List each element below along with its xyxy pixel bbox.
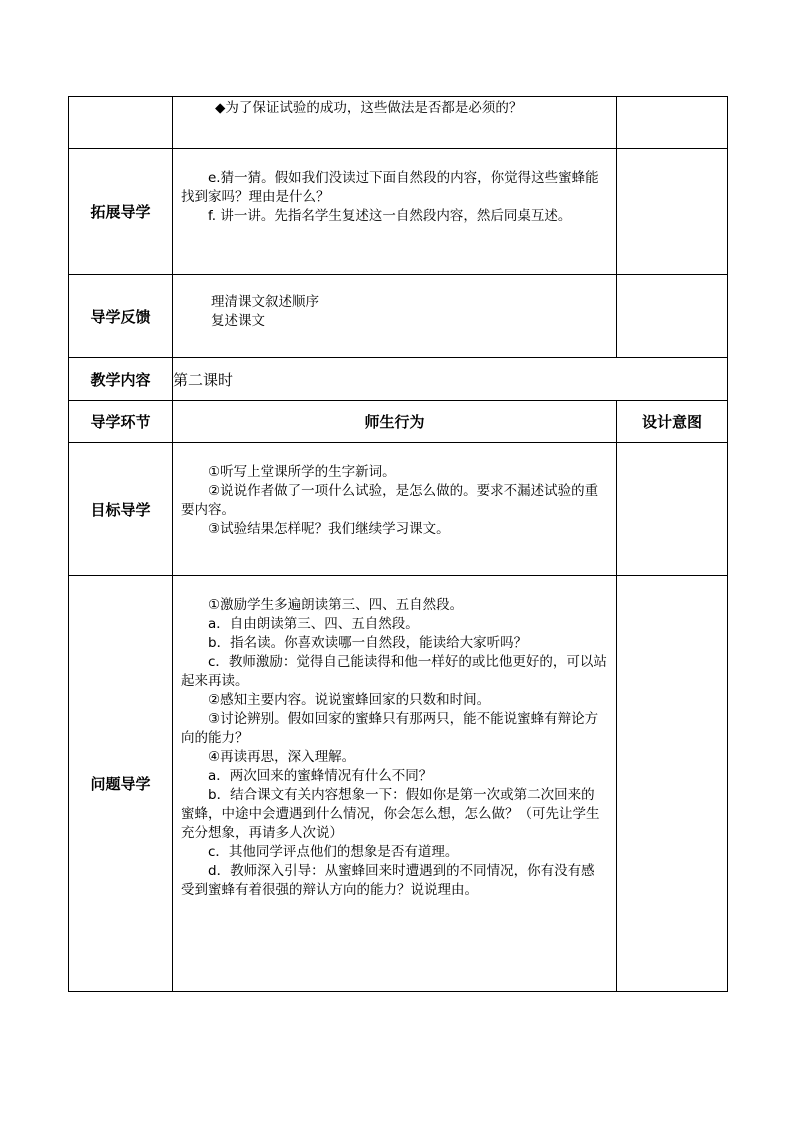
text-line: 复述课文 — [211, 313, 265, 329]
row-label: 问题导学 — [69, 576, 173, 992]
text-line: a．自由朗读第三、四、五自然段。 — [208, 616, 419, 632]
content-cell — [173, 576, 617, 992]
table-row-continuation — [69, 97, 728, 149]
text-line: b．指名读。你喜欢读哪一自然段，能读给大家听吗？ — [208, 635, 528, 651]
intent-cell — [617, 149, 728, 275]
lesson-plan-table — [68, 96, 728, 992]
content-cell — [173, 149, 617, 275]
text-line: e.猜一猜。假如我们没读过下面自然段的内容，你觉得这些蜜蜂能找到家吗？理由是什么？ — [181, 170, 599, 205]
row-label: 导学反馈 — [69, 275, 173, 358]
text-line: f. 讲一讲。先指名学生复述这一自然段内容，然后同桌互述。 — [208, 208, 572, 224]
table-row-extension — [69, 149, 728, 275]
text-line: ②说说作者做了一项什么试验，是怎么做的。要求不漏述试验的重要内容。 — [181, 483, 599, 518]
content-cell — [173, 443, 617, 576]
lesson-period: 第二课时 — [173, 358, 728, 401]
content-cell — [173, 97, 617, 149]
text-line: ①听写上堂课所学的生字新词。 — [208, 464, 396, 480]
intent-cell — [617, 576, 728, 992]
header-stage: 导学环节 — [69, 401, 173, 443]
text-line: ②感知主要内容。说说蜜蜂回家的只数和时间。 — [208, 692, 491, 708]
text-line: ③讨论辨别。假如回家的蜜蜂只有那两只，能不能说蜜蜂有辩论方向的能力？ — [181, 711, 599, 746]
intent-cell — [617, 97, 728, 149]
table-header-row — [69, 401, 728, 443]
table-row-problem — [69, 576, 728, 992]
row-label: 拓展导学 — [69, 149, 173, 275]
label-cell-empty — [69, 97, 173, 149]
table-row-teaching-content — [69, 358, 728, 401]
table-row-goal — [69, 443, 728, 576]
row-label: 教学内容 — [69, 358, 173, 401]
row-label: 目标导学 — [69, 443, 173, 576]
table-row-feedback — [69, 275, 728, 358]
text-line: ①激励学生多遍朗读第三、四、五自然段。 — [208, 597, 464, 613]
intent-cell — [617, 443, 728, 576]
intent-cell — [617, 275, 728, 358]
content-cell — [173, 275, 617, 358]
header-intent: 设计意图 — [617, 401, 728, 443]
text-line: c．其他同学评点他们的想象是否有道理。 — [208, 844, 459, 860]
text-line: a．两次回来的蜜蜂情况有什么不同？ — [208, 768, 433, 784]
text-line: ③试验结果怎样呢？我们继续学习课文。 — [208, 521, 450, 537]
text-line: 理清课文叙述顺序 — [211, 294, 319, 310]
text-line: ◆为了保证试验的成功，这些做法是否都是必须的？ — [215, 100, 523, 116]
text-line: c．教师激励：觉得自己能读得和他一样好的或比他更好的，可以站起来再读。 — [181, 654, 607, 689]
header-activities: 师生行为 — [173, 401, 617, 443]
text-line: b．结合课文有关内容想象一下：假如你是第一次或第二次回来的蜜蜂，中途中会遭遇到什么情况，你会怎么想，怎么做？（可先让学生充分想象，再请多人次说） — [181, 787, 600, 841]
text-line: ④再读再思，深入理解。 — [208, 749, 356, 765]
text-line: d．教师深入引导：从蜜蜂回来时遭遇到的不同情况，你有没有感受到蜜蜂有着很强的辩认方向的能力？说说理由。 — [181, 863, 595, 898]
